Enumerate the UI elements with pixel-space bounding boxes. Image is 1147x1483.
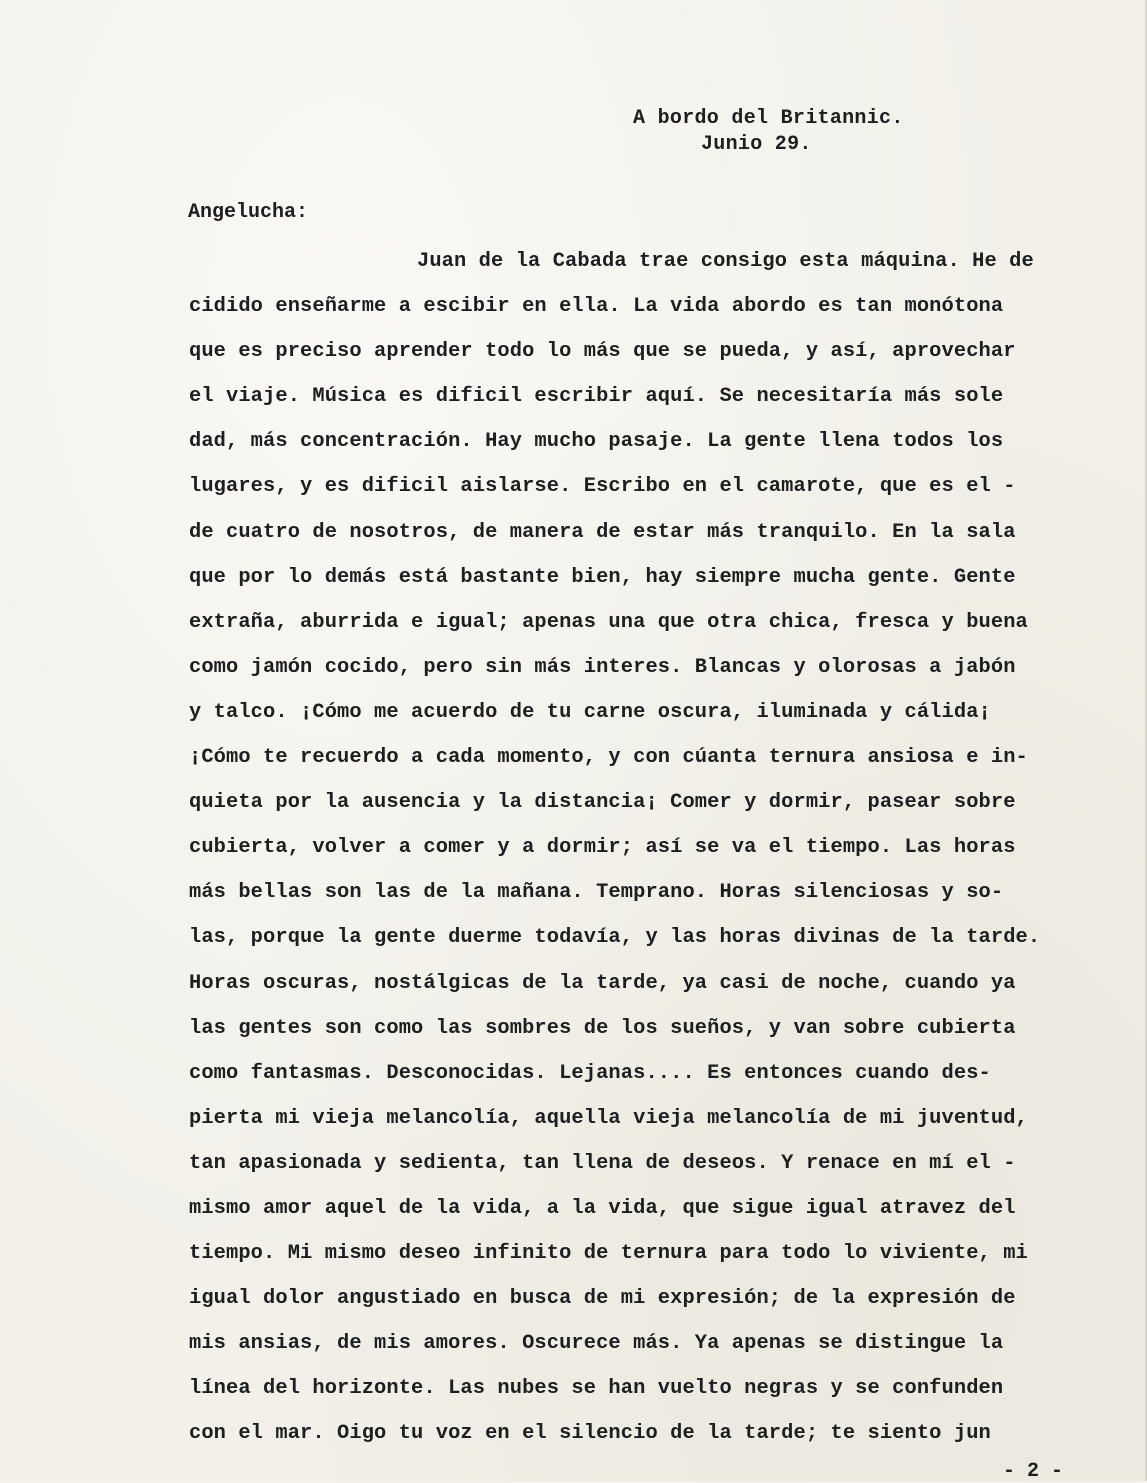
body-line: tan apasionada y sedienta, tan llena de deseos. Y renace en mí el -	[189, 1151, 1016, 1175]
body-line: línea del horizonte. Las nubes se han vuelto negras y se confunden	[189, 1377, 1004, 1401]
body-line: mis ansias, de mis amores. Oscurece más. Ya apenas se distingue la	[189, 1332, 1004, 1356]
body-line: lugares, y es dificil aislarse. Escribo en el camarote, que es el -	[189, 475, 1016, 499]
body-line: cubierta, volver a comer y a dormir; así se va el tiempo. Las horas	[189, 836, 1016, 860]
body-line: extraña, aburrida e igual; apenas una que otra chica, fresca y buena	[189, 610, 1028, 634]
heading-place: A bordo del Britannic.	[633, 107, 904, 130]
body-line: las gentes son como las sombres de los sueños, y van sobre cubierta	[189, 1016, 1016, 1040]
body-line: pierta mi vieja melancolía, aquella vieja melancolía de mi juventud,	[189, 1106, 1028, 1130]
letter-heading	[633, 106, 904, 158]
body-line: mismo amor aquel de la vida, a la vida, que sigue igual atravez del	[189, 1196, 1016, 1220]
body-line: Juan de la Cabada trae consigo esta máquina. He de	[417, 250, 1034, 273]
body-line: y talco. ¡Cómo me acuerdo de tu carne oscura, iluminada y cálida¡	[189, 700, 991, 724]
body-line: como jamón cocido, pero sin más interes. Blancas y olorosas a jabón	[189, 655, 1016, 679]
body-line: cidido enseñarme a escibir en ella. La vida abordo es tan monótona	[189, 295, 1004, 319]
body-line: con el mar. Oigo tu voz en el silencio de la tarde; te siento jun	[189, 1422, 991, 1446]
body-line: dad, más concentración. Hay mucho pasaje. La gente llena todos los	[189, 430, 1004, 454]
body-line: igual dolor angustiado en busca de mi expresión; de la expresión de	[189, 1287, 1016, 1311]
body-line: que por lo demás está bastante bien, hay siempre mucha gente. Gente	[189, 565, 1016, 589]
body-line: más bellas son las de la mañana. Temprano. Horas silenciosas y so-	[189, 881, 1004, 905]
letter-body	[189, 239, 1119, 1457]
body-line: quieta por la ausencia y la distancia¡ Comer y dormir, pasear sobre	[189, 791, 1016, 815]
salutation: Angelucha:	[188, 201, 309, 224]
body-line: de cuatro de nosotros, de manera de estar más tranquilo. En la sala	[189, 520, 1016, 544]
body-line: Horas oscuras, nostálgicas de la tarde, ya casi de noche, cuando ya	[189, 971, 1016, 995]
body-line: que es preciso aprender todo lo más que se pueda, y así, aprovechar	[189, 340, 1016, 364]
heading-date: Junio 29.	[701, 133, 812, 156]
body-line: ¡Cómo te recuerdo a cada momento, y con cúanta ternura ansiosa e in-	[189, 746, 1028, 770]
body-line: tiempo. Mi mismo deseo infinito de ternura para todo lo viviente, mi	[189, 1242, 1028, 1266]
body-line: como fantasmas. Desconocidas. Lejanas.... Es entonces cuando des-	[189, 1061, 991, 1085]
body-line: el viaje. Música es dificil escribir aquí. Se necesitaría más sole	[189, 385, 1004, 409]
page-number: - 2 -	[1003, 1460, 1064, 1483]
body-line: las, porque la gente duerme todavía, y las horas divinas de la tarde.	[189, 926, 1041, 950]
